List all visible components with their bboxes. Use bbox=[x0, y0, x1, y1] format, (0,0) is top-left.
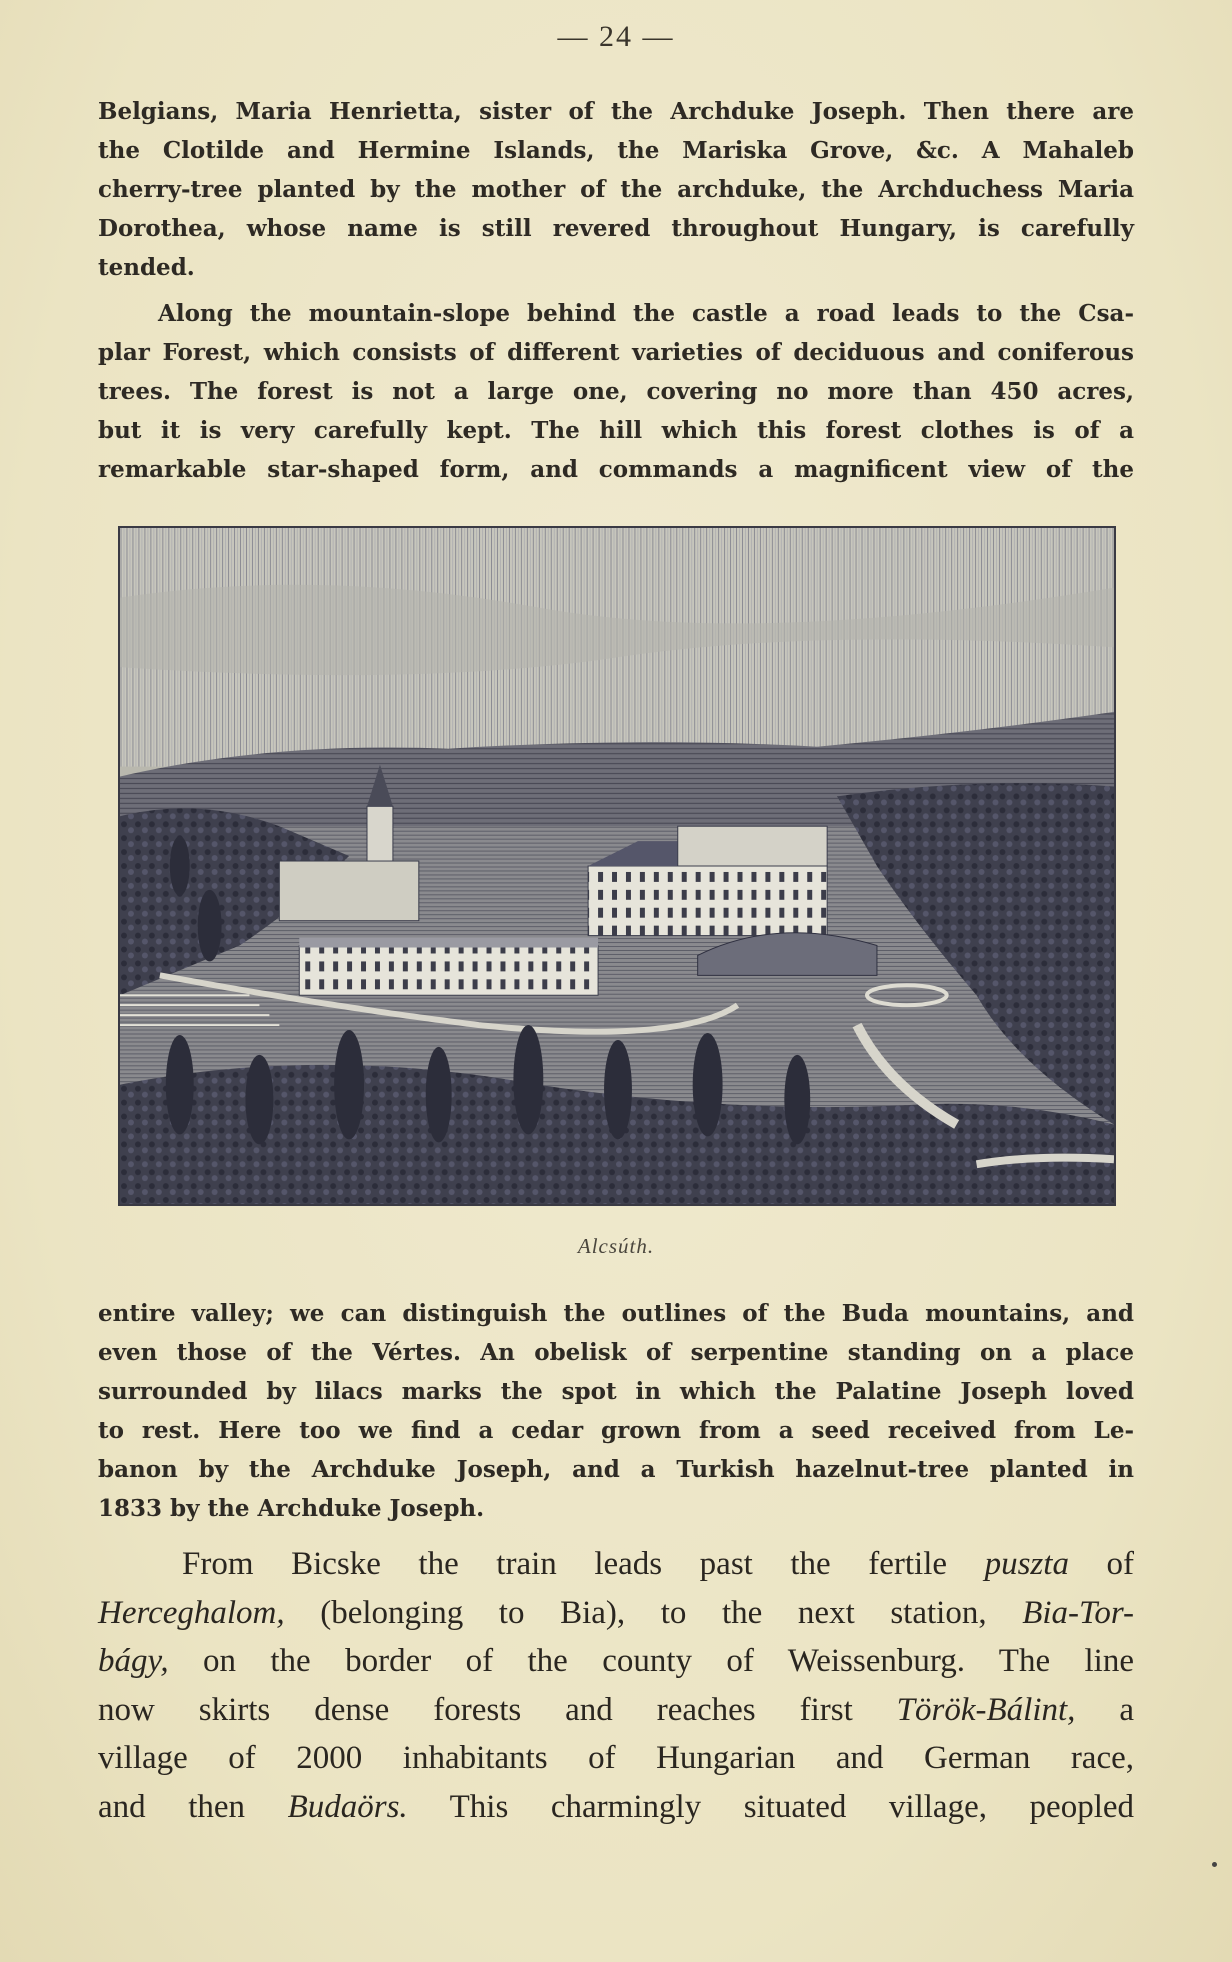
text-line bbox=[98, 1686, 1134, 1735]
text-line: but it is very carefully kept. The hill which this forest clothes is of a bbox=[98, 417, 1134, 444]
text-run: a bbox=[1075, 1691, 1134, 1728]
text-line: plar Forest, which consists of different varieties of deciduous and coniferous bbox=[98, 339, 1134, 366]
text-line: entire valley; we can distinguish the outlines of the Buda mountains, and bbox=[98, 1300, 1134, 1327]
text-line: tended. bbox=[98, 254, 195, 281]
text-line bbox=[98, 1540, 1134, 1589]
paragraph-3 bbox=[98, 1294, 1134, 1528]
text-run: on the border of the county of Weissenburg. The line bbox=[168, 1643, 1134, 1679]
text-line: Along the mountain-slope behind the castle a road leads to the Csa- bbox=[158, 300, 1134, 327]
text-line bbox=[98, 1783, 1134, 1832]
text-run: (belonging to Bia), to the next station, bbox=[284, 1594, 1023, 1631]
text-run: of bbox=[1068, 1546, 1134, 1582]
text-line: Belgians, Maria Henrietta, sister of the Archduke Joseph. Then there are bbox=[98, 98, 1134, 125]
paragraph-4 bbox=[98, 1540, 1134, 1831]
text-run: and then bbox=[98, 1788, 288, 1825]
italic-place-name: Budaörs. bbox=[287, 1788, 408, 1825]
paper-speck bbox=[1212, 1862, 1217, 1867]
text-line bbox=[98, 1589, 1134, 1638]
page-number: — 24 — bbox=[557, 20, 675, 53]
text-line: 1833 by the Archduke Joseph. bbox=[98, 1495, 485, 1522]
figure-caption: Alcsúth. bbox=[577, 1234, 655, 1258]
text-line: even those of the Vértes. An obelisk of serpentine standing on a place bbox=[98, 1339, 1134, 1366]
text-run: This charmingly situated village, peopled bbox=[407, 1788, 1135, 1825]
text-line: village of 2000 inhabitants of Hungarian and German race, bbox=[98, 1740, 1134, 1776]
italic-place-name: Török-Bálint, bbox=[896, 1691, 1076, 1728]
text-line: cherry-tree planted by the mother of the archduke, the Archduchess Maria bbox=[98, 176, 1134, 203]
italic-place-name: Herceghalom, bbox=[98, 1594, 285, 1631]
text-line: Dorothea, whose name is still revered throughout Hungary, is carefully bbox=[98, 215, 1134, 242]
italic-place-name: bágy, bbox=[98, 1643, 169, 1679]
text-line bbox=[98, 1637, 1134, 1686]
text-line: to rest. Here too we find a cedar grown from a seed received from Le- bbox=[98, 1417, 1134, 1444]
alcsuth-landscape-engraving bbox=[120, 528, 1114, 1204]
text-run: From Bicske the train leads past the fertile bbox=[182, 1546, 985, 1582]
italic-place-name: Bia-Tor- bbox=[1022, 1594, 1134, 1631]
text-line: remarkable star-shaped form, and commands a magnificent view of the bbox=[98, 456, 1134, 483]
paragraph-1 bbox=[98, 92, 1134, 287]
paragraph-2 bbox=[98, 294, 1134, 489]
italic-place-name: puszta bbox=[984, 1546, 1069, 1582]
text-line: banon by the Archduke Joseph, and a Turkish hazelnut-tree planted in bbox=[98, 1456, 1134, 1483]
text-run: now skirts dense forests and reaches first bbox=[98, 1691, 897, 1728]
engraving-illustration bbox=[118, 526, 1116, 1206]
text-line: trees. The forest is not a large one, covering no more than 450 acres, bbox=[98, 378, 1134, 405]
text-line: the Clotilde and Hermine Islands, the Mariska Grove, &c. A Mahaleb bbox=[98, 137, 1134, 164]
text-line: surrounded by lilacs marks the spot in which the Palatine Joseph loved bbox=[98, 1378, 1134, 1405]
